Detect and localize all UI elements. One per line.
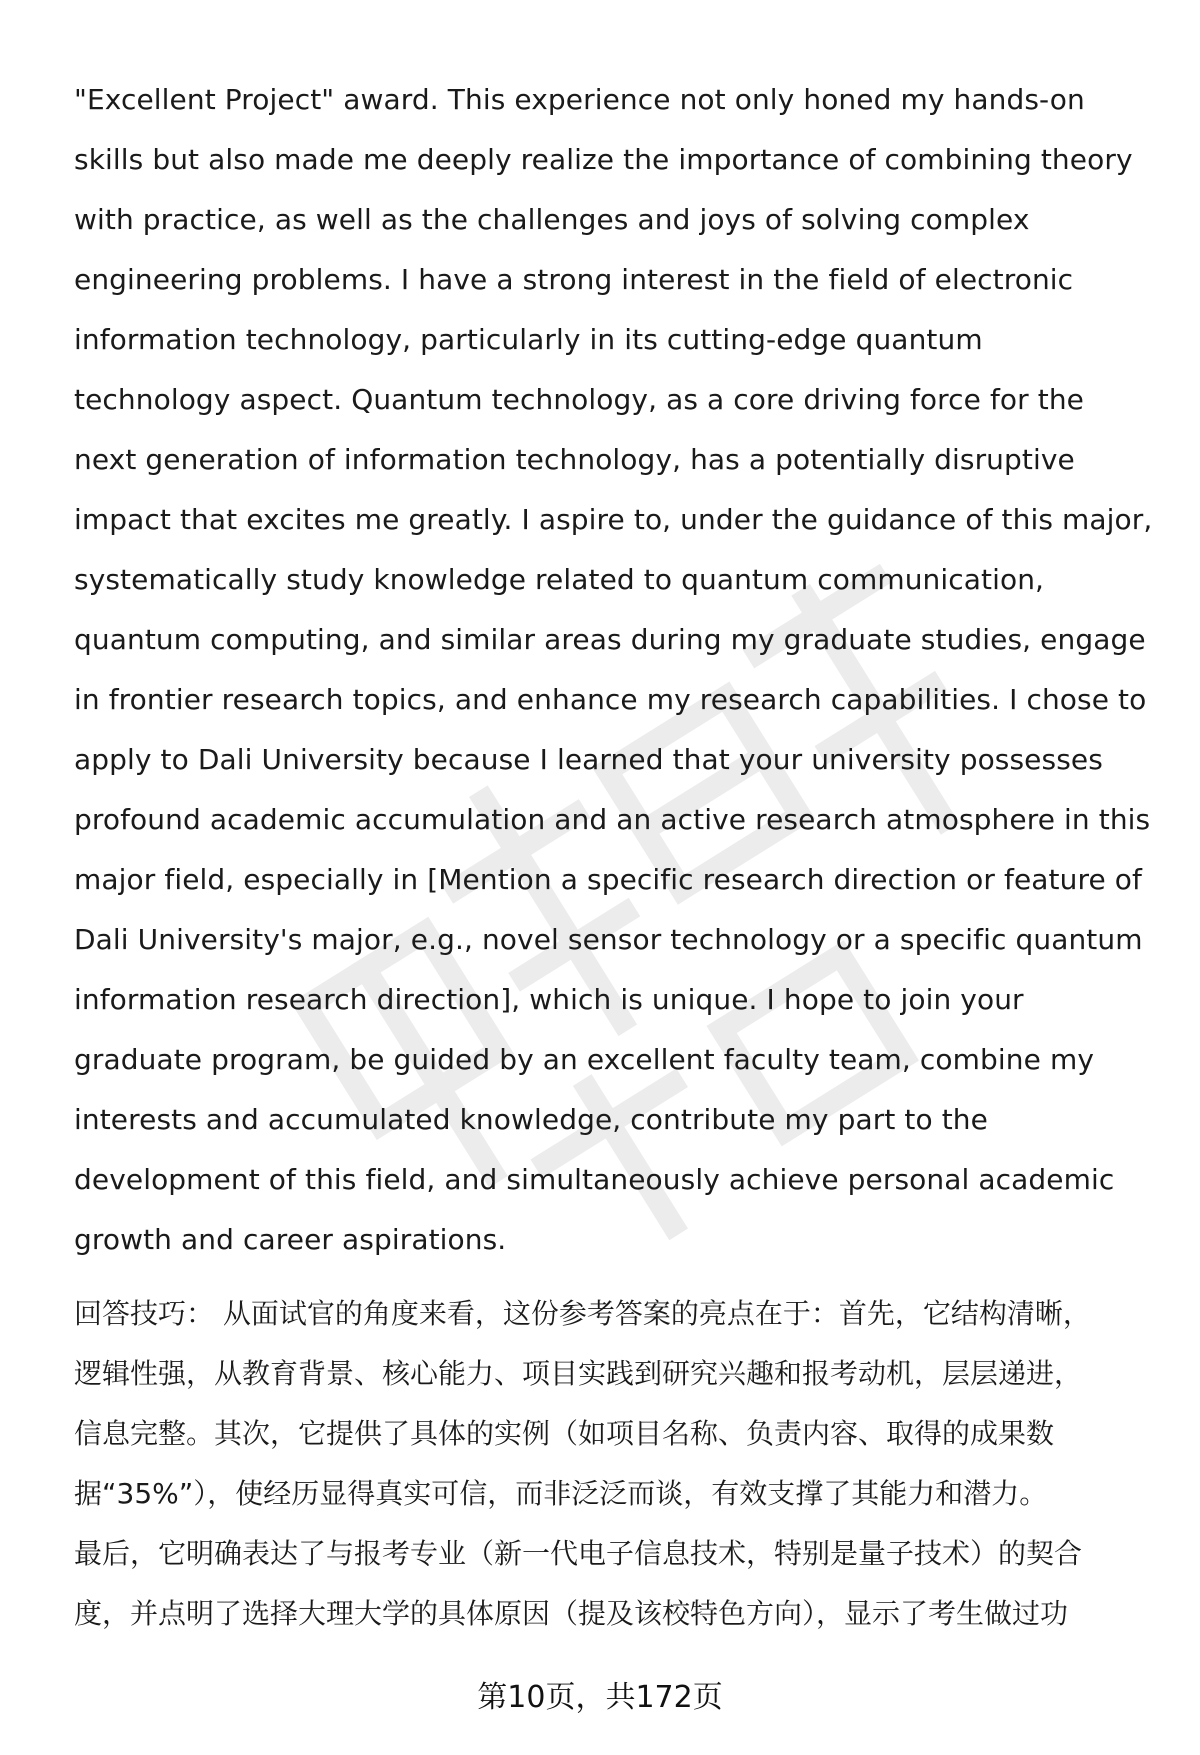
text-line: Dali University's major, e.g., novel sensor technology or a specific quantum (74, 923, 1143, 956)
text-line: with practice, as well as the challenges and joys of solving complex (74, 203, 1030, 236)
text-line: next generation of information technology, has a potentially disruptive (74, 443, 1075, 476)
text-line: systematically study knowledge related to quantum communication, (74, 563, 1045, 596)
text-line: skills but also made me deeply realize the importance of combining theory (74, 143, 1133, 176)
text-line: quantum computing, and similar areas during my graduate studies, engage (74, 623, 1146, 656)
answer-tips-paragraph (74, 1284, 1164, 1644)
text-line: 据“35%”），使经历显得真实可信，而非泛泛而谈，有效支撑了其能力和潜力。 (74, 1477, 1048, 1510)
text-line: 回答技巧： 从面试官的角度来看，这份参考答案的亮点在于：首先，它结构清晰， (74, 1297, 1091, 1330)
text-line: growth and career aspirations. (74, 1223, 507, 1256)
text-line: information research direction], which is unique. I hope to join your (74, 983, 1024, 1016)
text-line: 度，并点明了选择大理大学的具体原因（提及该校特色方向），显示了考生做过功 (74, 1597, 1069, 1630)
text-line: impact that excites me greatly. I aspire to, under the guidance of this major, (74, 503, 1153, 536)
text-line: development of this field, and simultaneously achieve personal academic (74, 1163, 1115, 1196)
text-line: apply to Dali University because I learned that your university possesses (74, 743, 1103, 776)
text-line: 逻辑性强，从教育背景、核心能力、项目实践到研究兴趣和报考动机，层层递进， (74, 1357, 1083, 1390)
page-number-footer: 第10页，共172页 (477, 1680, 723, 1715)
text-line: technology aspect. Quantum technology, as a core driving force for the (74, 383, 1085, 416)
text-line: profound academic accumulation and an active research atmosphere in this (74, 803, 1151, 836)
text-line: major field, especially in [Mention a specific research direction or feature of (74, 863, 1142, 896)
text-line: engineering problems. I have a strong interest in the field of electronic (74, 263, 1074, 296)
text-line: in frontier research topics, and enhance my research capabilities. I chose to (74, 683, 1147, 716)
text-line: graduate program, be guided by an excellent faculty team, combine my (74, 1043, 1095, 1076)
text-line: 信息完整。其次，它提供了具体的实例（如项目名称、负责内容、取得的成果数 (74, 1417, 1055, 1450)
english-answer-paragraph (74, 70, 1174, 1270)
text-line: interests and accumulated knowledge, contribute my part to the (74, 1103, 988, 1136)
text-line: "Excellent Project" award. This experience not only honed my hands-on (74, 83, 1085, 116)
text-line: 最后，它明确表达了与报考专业（新一代电子信息技术，特别是量子技术）的契合 (74, 1537, 1083, 1570)
text-line: information technology, particularly in its cutting-edge quantum (74, 323, 983, 356)
